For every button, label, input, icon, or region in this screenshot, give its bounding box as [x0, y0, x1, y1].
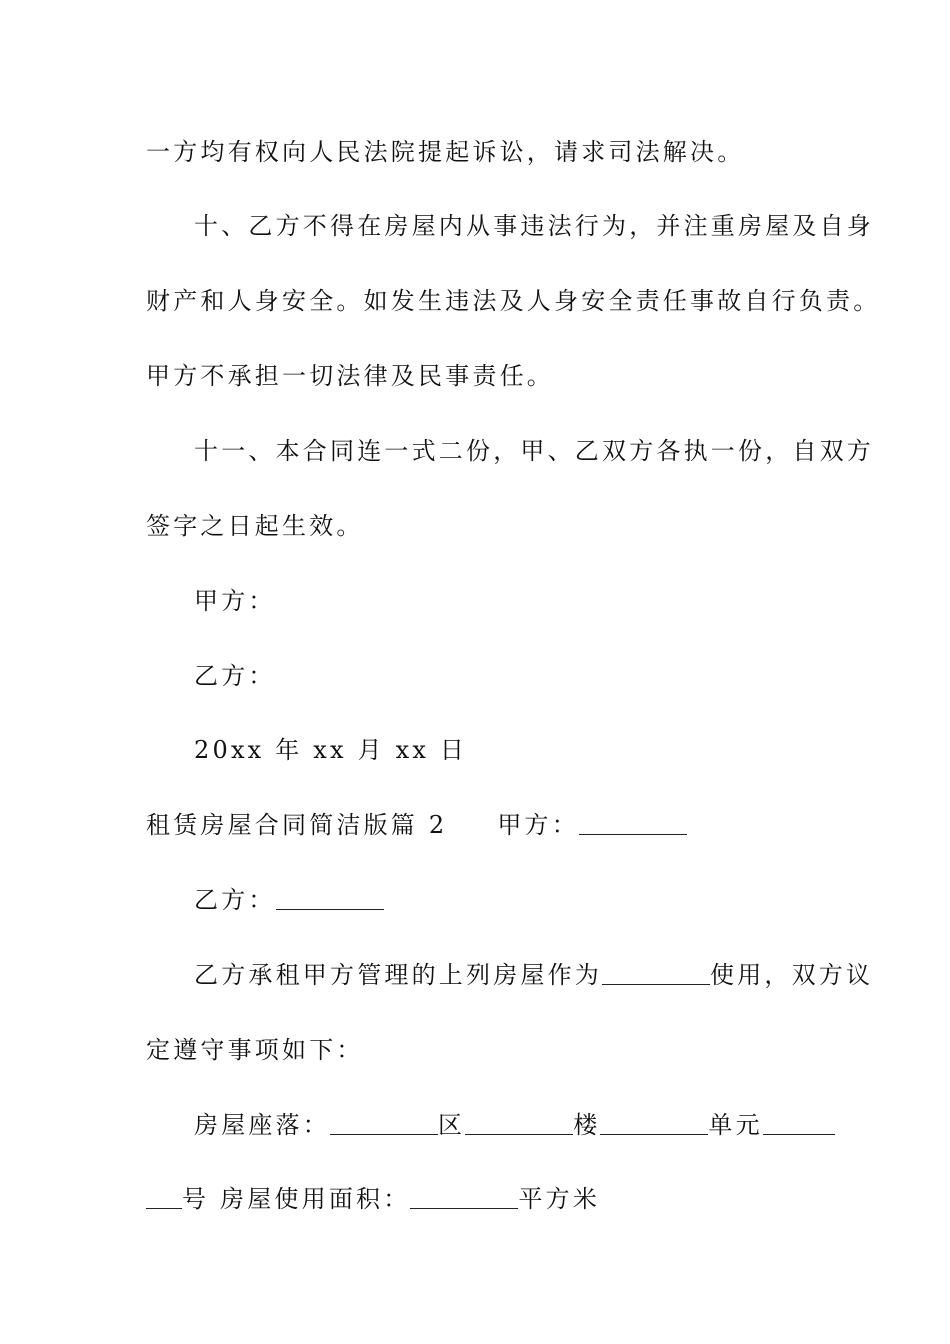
- party-a-blank: [579, 812, 687, 835]
- number-blank-start: [763, 1112, 835, 1135]
- area-label: 号 房屋使用面积：: [182, 1185, 411, 1213]
- area-blank: [410, 1186, 518, 1209]
- clause-10-line-2: 财产和人身安全。如发生违法及人身安全责任事故自行负责。: [146, 287, 881, 315]
- clause-11-line-1: 十一、本合同连一式二份，甲、乙双方各执一份，自双方: [194, 437, 874, 465]
- section-title-line: [146, 810, 687, 840]
- number-blank-end: [146, 1186, 182, 1209]
- usage-line: [194, 960, 873, 990]
- party-b-label: 乙方：: [194, 662, 276, 690]
- section-title: 租赁房屋合同简洁版篇 2: [146, 811, 448, 839]
- unit-label: 单元: [708, 1111, 763, 1139]
- usage-text-a: 乙方承租甲方管理的上列房屋作为: [194, 961, 602, 989]
- district-blank: [330, 1112, 438, 1135]
- unit-blank: [600, 1112, 708, 1135]
- building-label: 楼: [573, 1111, 601, 1139]
- clause-10-line-1: 十、乙方不得在房屋内从事违法行为，并注重房屋及自身: [194, 212, 874, 240]
- usage-text-b: 使用，双方议: [710, 961, 874, 989]
- location-line: [194, 1110, 835, 1140]
- usage-blank: [602, 962, 710, 985]
- party-b-blank: [276, 887, 384, 910]
- party-b-line-2: [194, 885, 384, 915]
- district-label: 区: [438, 1111, 466, 1139]
- party-a-label-2: 甲方：: [497, 811, 579, 839]
- date-line: 20xx 年 xx 月 xx 日: [194, 736, 468, 764]
- text-line-1: 一方均有权向人民法院提起诉讼，请求司法解决。: [146, 138, 745, 166]
- area-unit: 平方米: [518, 1185, 601, 1213]
- clause-10-line-3: 甲方不承担一切法律及民事责任。: [146, 362, 554, 390]
- building-blank: [465, 1112, 573, 1135]
- clause-11-line-2: 签字之日起生效。: [146, 512, 364, 540]
- area-line: [146, 1184, 600, 1214]
- usage-line-2: 定遵守事项如下：: [146, 1036, 364, 1064]
- location-label: 房屋座落：: [194, 1111, 330, 1139]
- party-b-label-2: 乙方：: [194, 886, 276, 914]
- party-a-label: 甲方：: [194, 587, 276, 615]
